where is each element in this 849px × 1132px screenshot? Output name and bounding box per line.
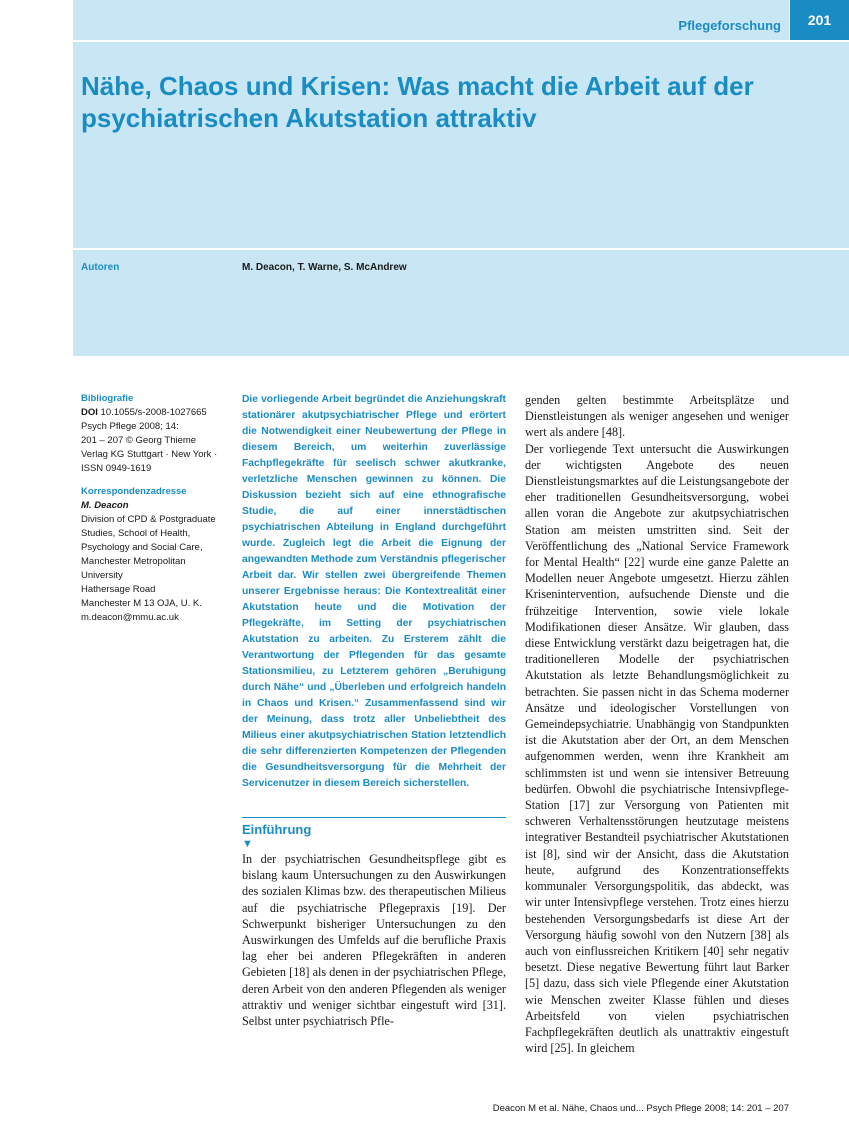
address-line: Hathersage Road bbox=[81, 584, 156, 595]
bib-line: ISSN 0949-1619 bbox=[81, 463, 152, 474]
authors-label: Autoren bbox=[81, 262, 120, 273]
address-line: Manchester M 13 OJA, U. K. bbox=[81, 598, 202, 609]
body-paragraph: genden gelten bestimmte Arbeitsplätze und Dienstleistungen als weniger angesehen und weniger wert als andere [48]. bbox=[525, 393, 789, 440]
right-column bbox=[525, 392, 789, 1056]
sidebar bbox=[81, 392, 231, 625]
bibliography-heading: Bibliografie bbox=[81, 393, 134, 404]
intro-paragraph: In der psychiatrischen Gesundheitspflege gibt es bislang kaum Untersuchungen zu den Auswirkungen des sozialen Klimas bzw. des therapeutischen Milieus auf die psychiatrische Pflegepraxis [19]. Der Schwerpunkt bisheriger Untersuchungen zu den Auswirkungen des Umfelds auf die berufliche Praxis lag eher bei anderen Pflegekräften in anderen Gebieten [18] als denen in der psychiatrischen Pflege, deren Arbeit von den anderen Pflegenden als weniger attraktiv und weniger sichtbar eingestuft wird [31]. Selbst unter psychiatrisch Pfle- bbox=[242, 852, 506, 1029]
section-rule bbox=[242, 817, 506, 818]
correspondence-name: M. Deacon bbox=[81, 500, 129, 511]
address-line: Manchester Metropolitan bbox=[81, 556, 186, 567]
article-title: Nähe, Chaos und Krisen: Was macht die Arbeit auf der psychiatrischen Akutstation attraktiv bbox=[81, 71, 754, 133]
author-block bbox=[73, 250, 849, 356]
address-line: Psychology and Social Care, bbox=[81, 542, 203, 553]
body-paragraph: Der vorliegende Text untersucht die Auswirkungen der wichtigsten Angebote des neuen Dienstleistungsmarktes auf die Leistungsangebote der eher traditionellen Gesundheitsversorgung, wobei allen voran die Angebote zur akutpsychiatrischen Station am meisten umstritten sind. Seit der Veröffentlichung des „National Service Framework for Mental Health“ [22] wurde eine ganze Palette an Modellen neuer Angebote umgesetzt. Hierzu zählen Krisenintervention, aufsuchende Dienste und die frühzeitige Intervention, sowie viele lokale Modifikationen dieser Ansätze. Wir glauben, dass diese Entwicklung verstärkt dazu beigetragen hat, die traditionelleren Modelle der psychiatrischen Akutstation als letzte Behandlungsmöglichkeit zu betrachten. Sie passen nicht in das Schema moderner Ansätze und ideologischer Vorstellungen von Gemeindepsychiatrie. Unabhängig von Standpunkten ist die Akutstation aber der Ort, an dem Menschen aufgenommen werden, wenn ihre Krankheit am schlimmsten ist und wenn sie intensiver Betreuung bedürfen. Obwohl die psychiatrische Intensivpflege-Station [17] zur Versorgung von Patienten mit schweren Verhaltensstörungen heutzutage meistens integrativer Bestandteil psychiatrischer Akutstationen ist [8], sind wir der Ansicht, dass die Akutstation heute, aufgrund des Konzentrationseffekts kommunaler Versorgungspolitik, das abdeckt, was wir unter Intensivpflege verstehen. Trotz eines hierzu bestehenden Versorgungsbedarfs ist diese Art der Versorgung häufig sowohl von den Nutzern [38] als auch von einflussreichen Kritikern [40] sehr negativ besetzt. Diese negative Bewertung führt laut Barker [5] dazu, dass sich viele Pflegende einer Akutstation wie Menschen zweiter Klasse fühlen und dieses Arbeitsfeld von vielen psychiatrischen Fachpflegekräften deutlich als unattraktiv eingestuft wird [25]. In gleichem bbox=[525, 441, 789, 1056]
page-footer: Deacon M et al. Nähe, Chaos und... Psych Pflege 2008; 14: 201 – 207 bbox=[492, 1103, 789, 1114]
doi-key: DOI bbox=[81, 407, 98, 418]
doi-value: 10.1055/s-2008-1027665 bbox=[100, 407, 207, 418]
running-header bbox=[73, 0, 789, 40]
correspondence-heading: Korrespondenzadresse bbox=[81, 486, 187, 497]
abstract: Die vorliegende Arbeit begründet die Anziehungskraft stationärer akutpsychiatrischer Pflege und erörtert die Notwendigkeit einer Neubewertung der Pflege in diesem Bereich, um weiterhin zuverlässige Fachpflegekräfte für seelisch schwer akutkranke, verletzliche Menschen gewinnen zu können. Die Diskussion bezieht sich auf eine ethnografische Studie, die auf einer innerstädtischen psychiatrischen Abteilung in England durchgeführt wurde. Zugleich legt die Arbeit die Eignung der angewandten Methode zum Verständnis pflegerischer Arbeit dar. Wir stellen zwei übergreifende Themen unserer Ergebnisse heraus: Die Kontextrealität einer Akutstation heute und die Motivation der Pflegekräfte, im Setting der psychiatrischen Akutstation zu arbeiten. Zu Ersterem zählt die Verantwortung der Pflegenden für das gesamte Stationsmilieu, zu Letzterem gehören „Beruhigung durch Nähe“ und „Überleben und erfolgreich handeln in Chaos und Krisen.“ Zusammenfassend sind wir der Meinung, dass trotz aller Unbeliebtheit des Milieus einer akutpsychiatrischen Station letztendlich die sehr differenzierten Kompetenzen der Pflegenden die Gesundheitsversorgung für die Mehrheit der Servicenutzer in diesem Bereich sicherstellen. bbox=[242, 394, 506, 789]
bib-line: 201 – 207 © Georg Thieme bbox=[81, 435, 197, 446]
bib-line: Psych Pflege 2008; 14: bbox=[81, 421, 179, 432]
doi-line bbox=[81, 406, 231, 420]
email-address[interactable]: m.deacon@mmu.ac.uk bbox=[81, 612, 179, 623]
bib-line: Verlag KG Stuttgart · New York · bbox=[81, 449, 218, 460]
address-line: Studies, School of Health, bbox=[81, 528, 191, 539]
address-line: Division of CPD & Postgraduate bbox=[81, 514, 216, 525]
page-number: 201 bbox=[790, 0, 849, 40]
section-label: Pflegeforschung bbox=[678, 18, 781, 33]
left-column bbox=[242, 392, 506, 1029]
authors-names: M. Deacon, T. Warne, S. McAndrew bbox=[242, 262, 407, 273]
triangle-down-icon: ▼ bbox=[242, 838, 253, 850]
title-block bbox=[73, 42, 849, 248]
address-line: University bbox=[81, 570, 123, 581]
intro-heading: Einführung bbox=[242, 822, 312, 837]
